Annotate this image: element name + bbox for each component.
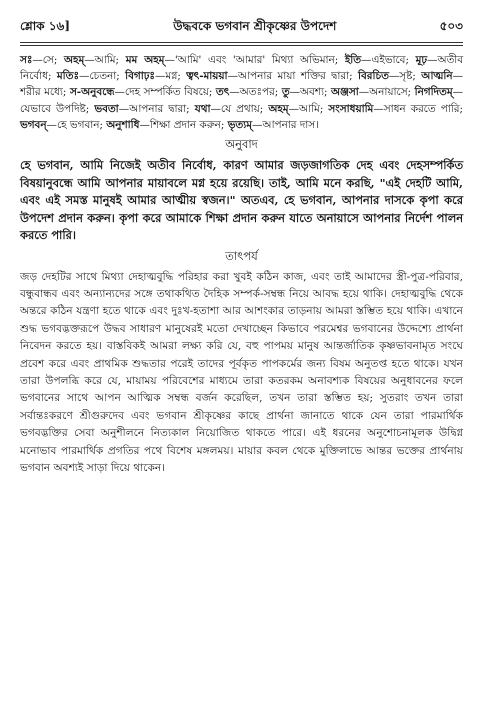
translation-heading: অনুবাদ (225, 137, 258, 152)
synonym-meaning: এইভাবে; (371, 54, 416, 66)
synonym-term: তু (281, 86, 290, 99)
synonym-term: যথা (194, 102, 211, 115)
synonym-meaning: আমি; (94, 54, 126, 66)
header-rule (20, 45, 463, 46)
purport-body (20, 269, 463, 478)
translation-text: হে ভগবান, আমি নিজেই অতীব নির্বোধ, কারণ আমার জড়জাগতিক দেহ এবং দেহসম্পর্কিত বিষয়ানুবন্ধে আমি আপনার মায়াবলে মগ্ন হয়ে রয়েছি। তাই, আমি মনে করছি, "এই দেহটি আমি, এবং এই সমস্ত মানুষই আমার আত্মীয় স্বজন।" অতএব, হে ভগবান, আপনার দাসকে কৃপা করে উপদেশ প্রদান করুন। কৃপা করে আমাকে শিক্ষা প্রদান করুন যাতে অনায়াসে আপনার নির্দেশ পালন করতে পারি। (20, 158, 463, 243)
synonyms-paragraph: সঃ—সে; অহম্—আমি; মম অহম্—'আমি' এবং 'আমার' মিথ্যা অভিমান; ইতি—এইভাবে; মূঢ়—অতীব নির্বোধ; মতিঃ—চেতনা; বিগাঢ়ঃ—মগ্ন; ত্বৎ-মায়য়া—আপনার মায়া শক্তির দ্বারা; বিরচিত—সৃষ্ট; আত্মনি—শরীর মধ্যে; স-অনুবন্ধে—দেহ সম্পর্কিত বিষয়ে; তৎ—অতঃপর; তু—অবশ্য; অঞ্জসা—অনায়াসে; নিগদিতম্—যেভাবে উপদিষ্ট; ভবতা—আপনার দ্বারা; যথা—যে প্রথায়; অহম্—আমি; সংসাধয়ামি—সাধন করতে পারি; ভগবন্—হে ভগবান; অনুশাধি—শিক্ষা প্রদান করুন; ভৃত্যম্—আপনার দাস। (20, 54, 464, 131)
synonym-meaning: শরীর মধ্যে; (20, 86, 70, 99)
synonym-term: অহম্ (64, 54, 85, 66)
synonym-term: স-অনুবন্ধে (69, 86, 115, 99)
synonym-meaning: অতীব নির্বোধ; (20, 54, 464, 83)
synonym-term: ইতি (344, 54, 362, 66)
synonym-meaning: আপনার দাস। (262, 118, 319, 131)
synonym-term: মূঢ় (415, 54, 428, 66)
synonym-term: অনুশাধি (106, 118, 140, 131)
synonym-term: অঞ্জসা (331, 86, 359, 99)
synonym-term: তৎ (215, 86, 230, 99)
synonym-term: বিরচিত (358, 70, 389, 83)
synonym-term: অহম্ (268, 102, 289, 115)
purport-paragraph: জড় দেহটির সাথে মিথ্যা দেহাত্মবুদ্ধি পরিহার করা খুবই কঠিন কাজ, এবং তাই আমাদের স্ত্রী-পুত্র-পরিবার, বন্ধুবান্ধব এবং অন্যান্যদের সঙ্গে তথাকথিত দৈহিক সম্পর্ক-সম্বন্ধ নিয়ে আবদ্ধ হয়ে থাকি। দেহাত্মবুদ্ধি থেকে অন্তরে কঠিন যন্ত্রণা হতে থাকে এবং দুঃখ-হতাশা আর আশংকার তাড়নায় আমরা স্তম্ভিত হয়ে থাকি। এখানে শুদ্ধ ভগবদ্ভক্তরূপে উদ্ধব সাধারণ মানুষেরই মতো দেখাচ্ছেন কিভাবে পরমেশ্বর ভগবানের উদ্দেশ্যে প্রার্থনা নিবেদন করতে হয়। বাস্তবিকই আমরা লক্ষ্য করি যে, বহু পাপময় মানুষ আন্তর্জাতিক কৃষ্ণভাবনামৃত সংঘে প্রবেশ করে এবং প্রাথমিক শুদ্ধতার পরেই তাদের পূর্বকৃত পাপকর্মের জন্য বিষম অনুতপ্ত হতে থাকে। যখন তারা উপলব্ধি করে যে, মায়াময় পরিবেশের মাধ্যমে তারা কতরকম অনাবশ্যক বিষয়ের অনুধাবনের ফলে ভগবানের সাথে আপন আত্মিক সম্বন্ধ বর্জন করেছিল, তখন তারা স্তম্ভিত হয়; সুতরাং তখন তারা সর্বান্তঃকরণে শ্রীগুরুদেব এবং ভগবান শ্রীকৃষ্ণের কাছে প্রার্থনা জানাতে থাকে যেন তারা পারমার্থিক ভগবদ্ভক্তির সেবা অনুশীলনে নিত্যকাল নিয়োজিত থাকতে পারে। এই ধরনের অনুশোচনামূলক উদ্বিগ্ন মনোভাব পারমার্থিক প্রগতির পথে বিশেষ মঙ্গলময়। মায়ার কবল থেকে মুক্তিলাভে আন্তর ভক্তের প্রার্থনায় ভগবান অবশ্যই সাড়া দিয়ে থাকেন। (20, 270, 463, 474)
synonym-meaning: 'আমি' এবং 'আমার' মিথ্যা অভিমান; (174, 54, 345, 66)
synonym-meaning: আপনার মায়া শক্তির দ্বারা; (237, 70, 359, 83)
verse-reference: শ্লোক ১৬] (20, 19, 71, 33)
synonym-term: ভবতা (94, 102, 119, 115)
synonym-term: আত্মনি (421, 70, 453, 83)
synonym-term: মতিঃ (56, 70, 79, 83)
synonym-term: সংসাধয়ামি (328, 102, 374, 115)
synonym-meaning: অনায়াসে; (369, 86, 415, 99)
synonym-meaning: যেভাবে উপদিষ্ট; (20, 102, 95, 115)
synonym-meaning: সৃষ্ট; (399, 70, 422, 83)
synonym-meaning: শিক্ষা প্রদান করুন; (149, 118, 228, 131)
synonym-meaning: অবশ্য; (300, 86, 332, 99)
synonym-term: নিগদিতম্ (414, 86, 453, 99)
synonym-meaning: সে; (42, 54, 65, 66)
page-number: ৫০৩ (439, 19, 463, 33)
synonym-meaning: দেহ সম্পর্কিত বিষয়ে; (124, 86, 216, 99)
synonym-meaning: সাধন করতে পারি; (383, 102, 463, 115)
synonym-term: সঃ (20, 54, 33, 66)
synonym-term: ভৃত্যম্ (227, 118, 253, 131)
synonym-term: ভগবন্ (20, 118, 47, 131)
synonym-meaning: আমি; (298, 102, 329, 115)
synonym-term: বিগাঢ়ঃ (125, 70, 155, 83)
synonym-meaning: আপনার দ্বারা; (129, 102, 195, 115)
page-header (20, 18, 463, 43)
synonym-meaning: অতঃপর; (239, 86, 282, 99)
book-page (20, 18, 463, 477)
synonym-meaning: চেতনা; (89, 70, 126, 83)
synonym-meaning: যে প্রথায়; (220, 102, 269, 115)
synonym-meaning: হে ভগবান; (56, 118, 107, 131)
chapter-title: উদ্ধবকে ভগবান শ্রীকৃষ্ণের উপদেশ (173, 19, 337, 33)
synonym-term: ত্বৎ-মায়য়া (186, 70, 228, 83)
purport-heading: তাৎপর্য (225, 248, 258, 263)
synonym-meaning: মগ্ন; (165, 70, 187, 83)
synonym-term: মম অহম্ (125, 54, 165, 66)
